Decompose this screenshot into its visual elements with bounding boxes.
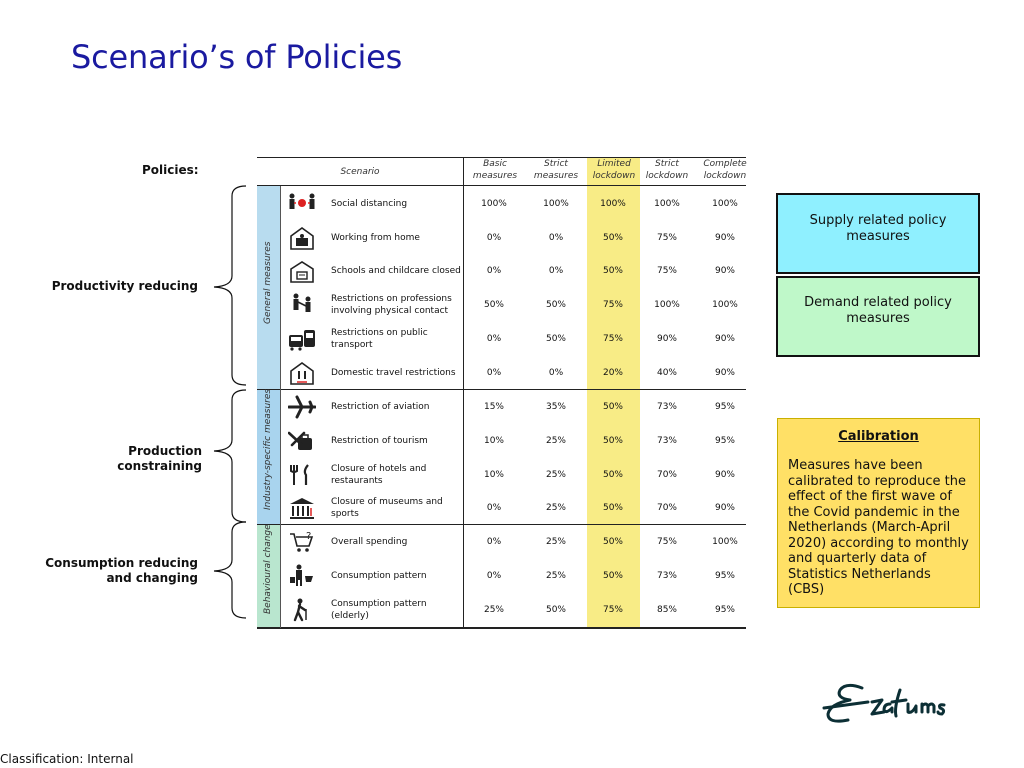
physical-contact-icon — [288, 293, 316, 317]
header-limited-lockdown — [588, 158, 640, 182]
header-strict-measures-line2: measures — [533, 171, 579, 181]
policies-label: Policies: — [142, 163, 199, 177]
row-label: Consumption pattern (elderly) — [331, 599, 427, 621]
row-value-strict-lockdown: 70% — [656, 470, 677, 480]
row-label: Social distancing — [331, 199, 408, 209]
table-row — [280, 356, 746, 390]
museum-icon — [288, 496, 316, 520]
row-value-strict-measures: 35% — [545, 402, 566, 412]
row-value-complete-lockdown: 90% — [714, 266, 735, 276]
row-value-strict-measures: 50% — [545, 334, 566, 344]
table-row — [280, 491, 746, 525]
shopper-icon — [288, 564, 316, 588]
social-distancing-icon — [288, 192, 316, 216]
row-value-limited-lockdown: 50% — [602, 571, 623, 581]
row-value-limited-lockdown: 75% — [602, 334, 623, 344]
spending-icon — [288, 530, 316, 554]
table-row — [280, 322, 746, 356]
calibration-box — [777, 418, 980, 608]
school-icon — [288, 259, 316, 283]
table-header-rule — [257, 185, 746, 186]
table-row — [280, 187, 746, 221]
table-bottom-rule — [257, 627, 746, 629]
row-value-strict-lockdown: 75% — [656, 233, 677, 243]
row-value-basic: 0% — [486, 368, 502, 378]
public-transport-icon — [288, 327, 316, 351]
row-value-basic: 100% — [481, 199, 507, 209]
brace-production — [214, 390, 246, 522]
header-strict-lockdown-line2: lockdown — [645, 171, 689, 181]
header-strict-lockdown — [642, 158, 692, 182]
category-label-behavioural: Behavioural change — [263, 524, 273, 614]
row-value-strict-measures: 25% — [545, 436, 566, 446]
row-value-basic: 10% — [483, 436, 504, 446]
airplane-icon — [288, 395, 316, 419]
group-label-productivity: Productivity reducing — [51, 279, 198, 293]
category-label-general: General measures — [263, 241, 273, 324]
row-value-limited-lockdown: 50% — [602, 436, 623, 446]
row-value-limited-lockdown: 50% — [602, 503, 623, 513]
header-limited-line1: Limited — [597, 159, 631, 169]
tourism-icon — [288, 429, 316, 453]
row-value-complete-lockdown: 100% — [712, 537, 738, 547]
category-general — [257, 186, 280, 389]
row-value-strict-lockdown: 75% — [656, 266, 677, 276]
group-braces — [0, 0, 260, 640]
row-value-basic: 0% — [486, 334, 502, 344]
row-value-basic: 0% — [486, 266, 502, 276]
row-value-strict-lockdown: 70% — [656, 503, 677, 513]
row-value-strict-lockdown: 73% — [656, 402, 677, 412]
row-value-basic: 0% — [486, 537, 502, 547]
table-row — [280, 221, 746, 255]
row-value-strict-measures: 25% — [545, 470, 566, 480]
row-value-complete-lockdown: 95% — [714, 436, 735, 446]
row-label: Schools and childcare closed — [331, 266, 461, 276]
category-behavioural — [257, 525, 280, 627]
demand-policy-box — [776, 276, 980, 357]
elderly-icon — [288, 598, 316, 622]
row-value-strict-measures: 25% — [545, 503, 566, 513]
row-value-complete-lockdown: 95% — [714, 402, 735, 412]
row-value-complete-lockdown: 90% — [714, 503, 735, 513]
row-value-limited-lockdown: 50% — [602, 470, 623, 480]
row-value-basic: 25% — [483, 605, 504, 615]
row-value-basic: 0% — [486, 503, 502, 513]
row-value-strict-measures: 100% — [543, 199, 569, 209]
header-complete-line1: Complete — [703, 159, 747, 169]
row-value-limited-lockdown: 75% — [602, 605, 623, 615]
row-value-limited-lockdown: 20% — [602, 368, 623, 378]
row-value-strict-lockdown: 85% — [656, 605, 677, 615]
row-value-basic: 0% — [486, 233, 502, 243]
header-basic-line2: measures — [472, 171, 518, 181]
category-industry — [257, 390, 280, 524]
row-value-strict-measures: 25% — [545, 537, 566, 547]
calibration-title: Calibration — [838, 429, 919, 444]
row-value-strict-lockdown: 90% — [656, 334, 677, 344]
row-value-complete-lockdown: 90% — [714, 470, 735, 480]
row-label: Restrictions on public transport — [331, 328, 428, 350]
row-value-complete-lockdown: 95% — [714, 605, 735, 615]
row-label: Domestic travel restrictions — [331, 368, 456, 378]
row-value-complete-lockdown: 90% — [714, 334, 735, 344]
table-row — [280, 390, 746, 424]
brace-productivity — [214, 186, 246, 385]
row-value-strict-lockdown: 100% — [654, 300, 680, 310]
row-value-limited-lockdown: 50% — [602, 233, 623, 243]
page-title: Scenario’s of Policies — [71, 38, 403, 76]
group-label-production: Production constraining — [117, 444, 202, 473]
row-value-limited-lockdown: 50% — [602, 402, 623, 412]
row-value-basic: 15% — [483, 402, 504, 412]
table-row — [280, 288, 746, 322]
row-value-limited-lockdown: 75% — [602, 300, 623, 310]
row-value-strict-measures: 50% — [545, 300, 566, 310]
row-value-strict-measures: 50% — [545, 605, 566, 615]
header-scenario: Scenario — [340, 167, 380, 177]
header-limited-line2: lockdown — [592, 171, 636, 181]
row-label: Consumption pattern — [331, 571, 427, 581]
row-value-strict-measures: 0% — [548, 368, 564, 378]
row-value-strict-measures: 0% — [548, 233, 564, 243]
row-label: Closure of museums and sports — [331, 497, 443, 519]
table-row — [280, 559, 746, 593]
row-label: Overall spending — [331, 537, 408, 547]
row-value-complete-lockdown: 100% — [712, 199, 738, 209]
header-complete-lockdown — [698, 158, 752, 182]
row-label: Restriction of aviation — [331, 402, 430, 412]
header-strict-lockdown-line1: Strict — [655, 159, 679, 169]
table-row — [280, 424, 746, 458]
brace-consumption — [214, 522, 246, 618]
supply-policy-text: Supply related policy measures — [809, 213, 947, 244]
row-value-strict-lockdown: 40% — [656, 368, 677, 378]
group-label-consumption-line1: Consumption reducing — [45, 556, 198, 570]
calibration-text: Measures have been calibrated to reproduce the effect of the first wave of the Covid pandemic in the Netherlands (March-April 2020) according to monthly and quarterly data of Statistics Netherlands (CBS) — [788, 458, 969, 597]
demand-policy-text: Demand related policy measures — [804, 295, 952, 326]
header-basic-line1: Basic — [483, 159, 507, 169]
header-strict-measures-line1: Strict — [544, 159, 568, 169]
home-office-icon — [288, 226, 316, 250]
row-value-strict-lockdown: 73% — [656, 436, 677, 446]
row-value-complete-lockdown: 90% — [714, 368, 735, 378]
table-row — [280, 458, 746, 492]
domestic-travel-icon — [288, 361, 316, 385]
restaurant-icon — [288, 463, 316, 487]
category-label-industry: Industry-specific measures — [263, 388, 273, 510]
erasmus-logo — [822, 678, 972, 728]
table-row — [280, 593, 746, 627]
row-value-complete-lockdown: 95% — [714, 571, 735, 581]
header-complete-line2: lockdown — [703, 171, 747, 181]
header-strict-measures — [531, 158, 581, 182]
row-value-strict-measures: 25% — [545, 571, 566, 581]
table-row — [280, 254, 746, 288]
table-row — [280, 525, 746, 559]
supply-policy-box — [776, 193, 980, 274]
row-value-basic: 50% — [483, 300, 504, 310]
group-label-consumption-line2: and changing — [106, 571, 198, 585]
row-label: Restriction of tourism — [331, 436, 428, 446]
row-value-strict-lockdown: 100% — [654, 199, 680, 209]
row-value-strict-measures: 0% — [548, 266, 564, 276]
row-value-basic: 0% — [486, 571, 502, 581]
row-value-basic: 10% — [483, 470, 504, 480]
row-label: Restrictions on professions involving physical contact — [331, 294, 452, 316]
row-value-limited-lockdown: 50% — [602, 266, 623, 276]
row-label: Closure of hotels and restaurants — [331, 464, 427, 486]
header-basic-measures — [470, 158, 520, 182]
row-value-limited-lockdown: 50% — [602, 537, 623, 547]
row-value-strict-lockdown: 73% — [656, 571, 677, 581]
row-value-complete-lockdown: 100% — [712, 300, 738, 310]
svg-text:?: ? — [306, 531, 312, 542]
row-value-complete-lockdown: 90% — [714, 233, 735, 243]
classification-label: Classification: Internal — [0, 752, 134, 766]
row-value-limited-lockdown: 100% — [600, 199, 626, 209]
row-value-strict-lockdown: 75% — [656, 537, 677, 547]
row-label: Working from home — [331, 233, 420, 243]
